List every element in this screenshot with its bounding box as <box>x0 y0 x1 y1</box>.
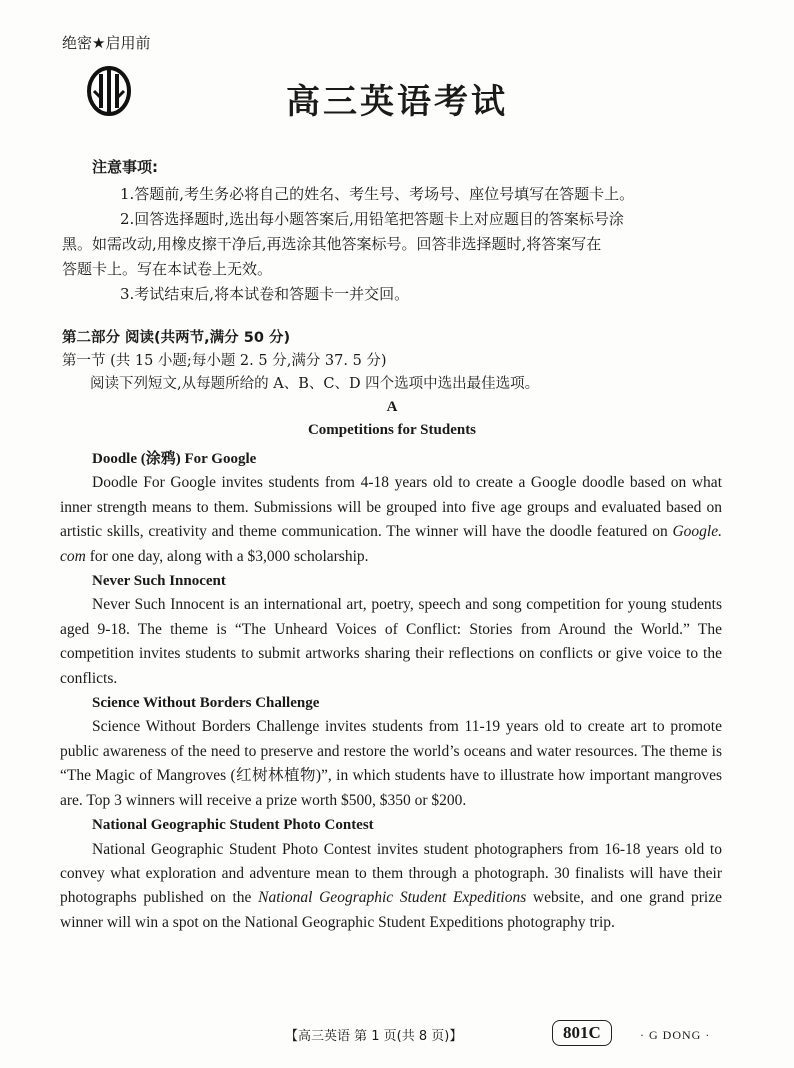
publisher-brand: · G DONG · <box>640 1028 711 1042</box>
competition-title-natgeo: National Geographic Student Photo Contest <box>92 817 374 834</box>
text-part: National Geographic Student Photo Contest invites student photographers from 16-18 years old to convey what exploration and adventure mean to them through a photograph. 30 finalists will have their photographs published on the <box>60 840 722 907</box>
reading-part-header <box>62 327 722 442</box>
website-name: National Geographic Student Expeditions <box>258 889 527 907</box>
page-number: 【高三英语 第 1 页(共 8 页)】 <box>285 1029 463 1044</box>
competition-title-innocent: Never Such Innocent <box>92 573 226 590</box>
confidential-label: 绝密★启用前 <box>62 34 151 52</box>
exam-code-badge: 801C <box>552 1020 612 1046</box>
text-part: for one day, along with a $3,000 scholarship. <box>85 547 369 565</box>
notice-item-1: 1.答题前,考生务必将自己的姓名、考生号、考场号、座位号填写在答题卡上。 <box>120 185 635 203</box>
competition-title-science: Science Without Borders Challenge <box>92 695 320 712</box>
competition-text-natgeo <box>60 838 722 936</box>
part-heading: 第二部分 阅读(共两节,满分 50 分) <box>62 330 291 346</box>
notice-item-2-line-2: 黑。如需改动,用橡皮擦干净后,再选涂其他答案标号。回答非选择题时,将答案写在 <box>62 235 602 253</box>
competition-text-innocent: Never Such Innocent is an international art, poetry, speech and song competition for young students aged 9-18. The theme is “The Unheard Voices of Conflict: Stories from Around the World.” The competition invites students to submit artworks sharing their reflections on conflicts or give voice to the conflicts. <box>60 596 722 687</box>
competition-text-doodle <box>60 471 722 569</box>
competition-text-science: Science Without Borders Challenge invites students from 11-19 years old to create art to promote public awareness of the need to preserve and restore the world’s oceans and water resources. The theme is “The Magic of Mangroves (红树林植物)”, in which students have to illustrate how important mangroves are. Top 3 winners will receive a prize worth $500, $350 or $200. <box>60 718 722 809</box>
section-heading: 第一节 (共 15 小题;每小题 2. 5 分,满分 37. 5 分) <box>62 353 387 369</box>
notice-item-2-line-3: 答题卡上。写在本试卷上无效。 <box>62 260 273 278</box>
text-part: website, and one grand prize winner will win a spot on the National Geographic Student Expeditions photography trip. <box>60 889 722 931</box>
passage-letter: A <box>386 399 398 415</box>
notice-section <box>62 155 732 307</box>
text-part: Doodle For Google invites students from 4-18 years old to create a Google doodle based on what inner strength means to them. Submissions will be grouped into five age groups and evaluated based on artistic skills, creativity and theme communication. The winner will have the doodle featured on <box>60 474 722 541</box>
passage-body <box>60 447 722 935</box>
website-name: Google. com <box>60 523 722 565</box>
notice-item-2-line-1: 2.回答选择题时,选出每小题答案后,用铅笔把答题卡上对应题目的答案标号涂 <box>120 210 624 228</box>
notice-heading: 注意事项: <box>92 158 158 176</box>
passage-title: Competitions for Students <box>307 422 477 438</box>
competition-title-doodle: Doodle (涂鸦) For Google <box>92 451 257 467</box>
exam-title: 高三英语考试 <box>286 82 508 122</box>
section-instruction: 阅读下列短文,从每题所给的 A、B、C、D 四个选项中选出最佳选项。 <box>90 376 540 392</box>
notice-item-3: 3.考试结束后,将本试卷和答题卡一并交回。 <box>120 285 410 303</box>
